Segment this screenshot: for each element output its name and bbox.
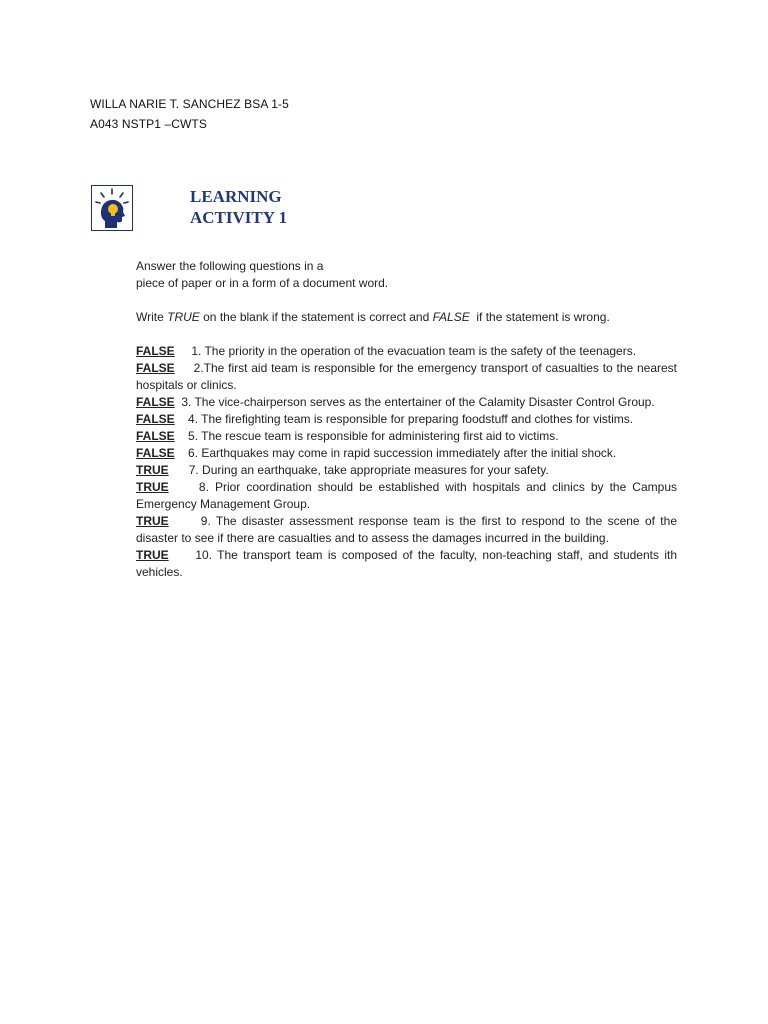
answer-label: FALSE <box>136 395 175 409</box>
instruction-mid: on the blank if the statement is correct and <box>199 310 433 324</box>
answer-label: FALSE <box>136 344 175 358</box>
list-item <box>136 513 677 547</box>
answer-label: FALSE <box>136 361 175 375</box>
list-item <box>136 428 677 445</box>
list-item <box>136 547 677 581</box>
question-text: 1. The priority in the operation of the evacuation team is the safety of the teenagers. <box>191 344 637 358</box>
answer-label: TRUE <box>136 463 169 477</box>
question-text: 8. Prior coordination should be established with hospitals and clinics by the Campus Emergency Management Group. <box>136 480 677 511</box>
list-item <box>136 462 677 479</box>
activity-title-line1: LEARNING <box>190 187 282 206</box>
activity-title-line2: ACTIVITY 1 <box>190 208 288 227</box>
instruction-true-word: TRUE <box>167 310 200 324</box>
question-text: 9. The disaster assessment response team is the first to respond to the scene of the disaster to see if there are casualties and to assess the damages incurred in the building. <box>136 514 677 545</box>
list-item <box>136 411 677 428</box>
question-text: 2.The first aid team is responsible for the emergency transport of casualties to the nearest hospitals or clinics. <box>136 361 678 392</box>
activity-title <box>190 186 287 228</box>
list-item <box>136 360 677 394</box>
head-lightbulb-icon <box>91 185 133 231</box>
instruction-false-word: FALSE <box>432 310 470 324</box>
list-item <box>136 394 677 411</box>
question-text: 6. Earthquakes may come in rapid succession immediately after the initial shock. <box>188 446 617 460</box>
course-code-line: A043 NSTP1 –CWTS <box>90 117 207 131</box>
intro-line2: piece of paper or in a form of a document word. <box>136 276 389 290</box>
answer-label: TRUE <box>136 480 169 494</box>
answer-label: FALSE <box>136 412 175 426</box>
answer-label: TRUE <box>136 548 169 562</box>
list-item <box>136 343 677 360</box>
question-list <box>136 343 677 581</box>
document-header <box>90 94 289 134</box>
instruction-post: if the statement is wrong. <box>469 310 610 324</box>
instruction-pre: Write <box>136 310 168 324</box>
list-item <box>136 479 677 513</box>
intro-text <box>136 258 677 292</box>
question-text: 10. The transport team is composed of the faculty, non-teaching staff, and students ith vehicles. <box>136 548 677 579</box>
instruction-text <box>136 309 677 326</box>
list-item <box>136 445 677 462</box>
question-text: 3. The vice-chairperson serves as the entertainer of the Calamity Disaster Control Group. <box>181 395 655 409</box>
answer-label: FALSE <box>136 429 175 443</box>
student-name-line: WILLA NARIE T. SANCHEZ BSA 1-5 <box>90 97 289 111</box>
intro-line1: Answer the following questions in a <box>136 259 324 273</box>
question-text: 5. The rescue team is responsible for administering first aid to victims. <box>188 429 559 443</box>
activity-content <box>136 258 677 581</box>
answer-label: TRUE <box>136 514 169 528</box>
answer-label: FALSE <box>136 446 175 460</box>
question-text: 7. During an earthquake, take appropriate measures for your safety. <box>188 463 549 477</box>
question-text: 4. The firefighting team is responsible for preparing foodstuff and clothes for vistims. <box>188 412 634 426</box>
